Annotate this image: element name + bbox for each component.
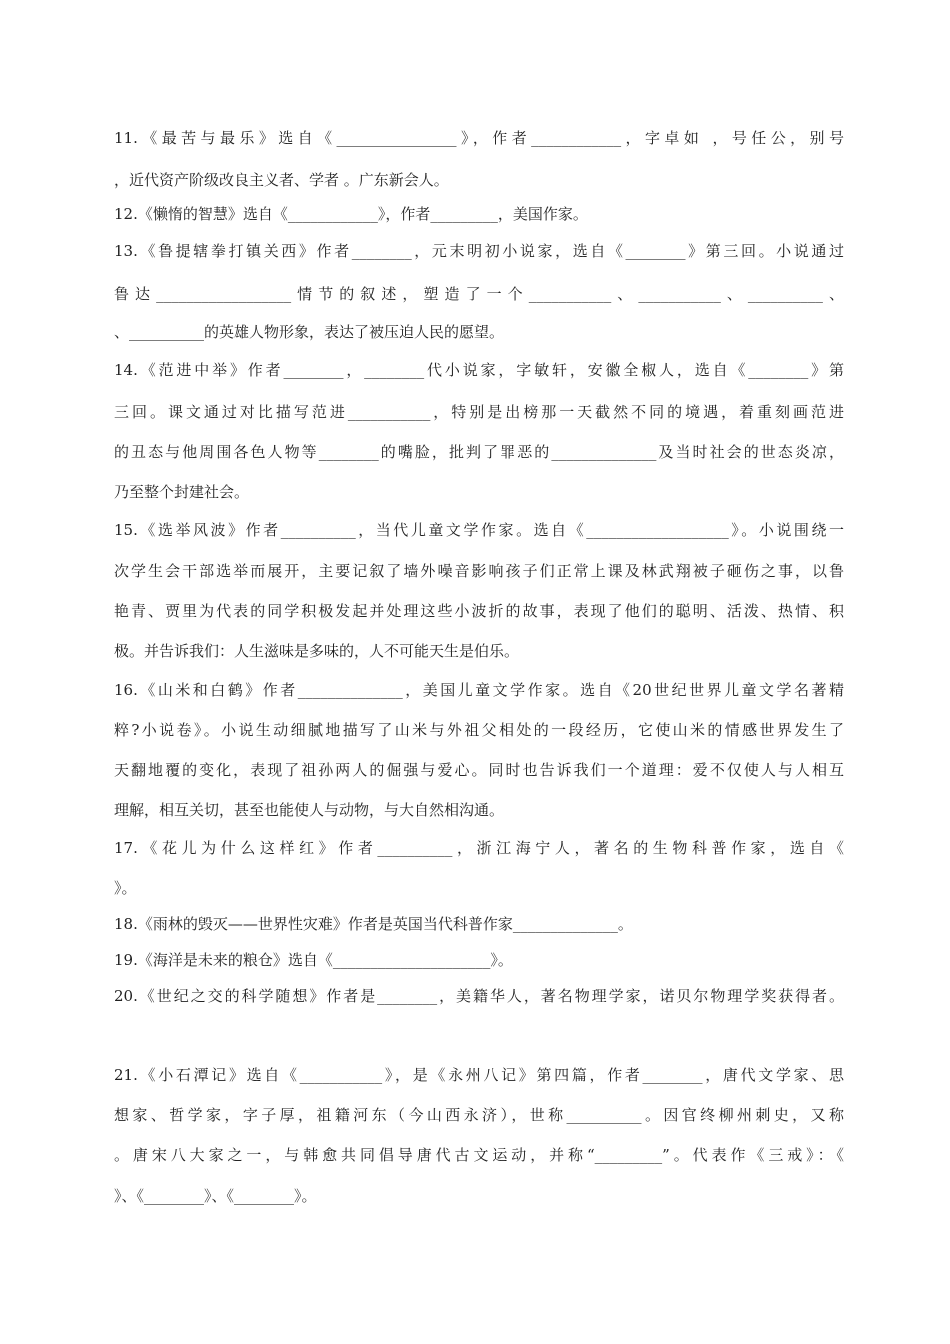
q14-line-2: 三回。课文通过对比描写范进___________，特别是出榜那一天截然不同的境遇，着重刻画范进	[114, 403, 844, 421]
q14-line-4: 乃至整个封建社会。	[114, 483, 250, 501]
q13-line-1: 13.《鲁提辖拳打镇关西》作者________，元末明初小说家，选自《________》第三回。小说通过	[114, 242, 844, 260]
q16-line-4: 理解，相互关切，甚至也能使人与动物，与大自然相沟通。	[114, 801, 505, 819]
q21-line-3: 。唐宋八大家之一，与韩愈共同倡导唐代古文运动，并称“_________”。代表作《三戒》：《	[114, 1146, 844, 1164]
q14-line-1: 14.《范进中举》作者________，________代小说家，字敏轩，安徽全椒人，选自《________》第	[114, 361, 844, 379]
q11-line-1: 11.《最苦与最乐》选自《________________》，作者____________，字卓如 ，号任公，别号	[114, 129, 844, 147]
q16-line-1: 16.《山米和白鹤》作者______________，美国儿童文学作家。选自《20世纪世界儿童文学名著精	[114, 681, 844, 699]
q16-line-2: 粹?小说卷》。小说生动细腻地描写了山米与外祖父相处的一段经历，它使山米的情感世界发生了	[114, 721, 844, 739]
q11-line-2: ，近代资产阶级改良主义者、学者 。广东新会人。	[114, 171, 449, 189]
q18-line-1: 18.《雨林的毁灭——世界性灾难》作者是英国当代科普作家______________。	[114, 915, 633, 933]
q15-line-2: 次学生会干部选举而展开，主要记叙了墙外噪音影响孩子们正常上课及林武翔被子砸伤之事，以鲁	[114, 562, 844, 580]
q15-line-3: 艳青、贾里为代表的同学积极发起并处理这些小波折的故事，表现了他们的聪明、活泼、热情、积	[114, 602, 844, 620]
q14-line-3: 的丑态与他周围各色人物等________的嘴脸，批判了罪恶的______________及当时社会的世态炎凉，	[114, 443, 844, 461]
q21-line-2: 想家、哲学家，字子厚，祖籍河东（今山西永济），世称__________。因官终柳州刺史，又称	[114, 1106, 844, 1124]
q13-line-2: 鲁达__________________情节的叙述，塑造了一个___________、___________、__________、	[114, 285, 844, 303]
q15-line-4: 极。并告诉我们：人生滋味是多味的，人不可能天生是伯乐。	[114, 642, 520, 660]
q19-line-1: 19.《海洋是未来的粮仓》选自《_____________________》。	[114, 951, 513, 969]
q16-line-3: 天翻地覆的变化，表现了祖孙两人的倔强与爱心。同时也告诉我们一个道理：爱不仅使人与人相互	[114, 761, 844, 779]
q13-line-3: 、__________的英雄人物形象，表达了被压迫人民的愿望。	[114, 323, 505, 341]
q15-line-1: 15.《选举风波》作者__________，当代儿童文学作家。选自《___________________》。小说围绕一	[114, 521, 844, 539]
q17-line-2: 》。	[114, 879, 137, 897]
q20-line-1: 20.《世纪之交的科学随想》作者是________，美籍华人，著名物理学家，诺贝尔物理学奖获得者。	[114, 987, 844, 1005]
q21-line-1: 21.《小石潭记》选自《___________》，是《永州八记》第四篇，作者________，唐代文学家、思	[114, 1066, 844, 1084]
q17-line-1: 17.《花儿为什么这样红》作者__________，浙江海宁人，著名的生物科普作家，选自《	[114, 839, 844, 857]
q12-line-1: 12.《懒惰的智慧》选自《____________》，作者_________，美国作家。	[114, 205, 588, 223]
q21-line-4: 》、《________》、《________》。	[114, 1187, 317, 1205]
